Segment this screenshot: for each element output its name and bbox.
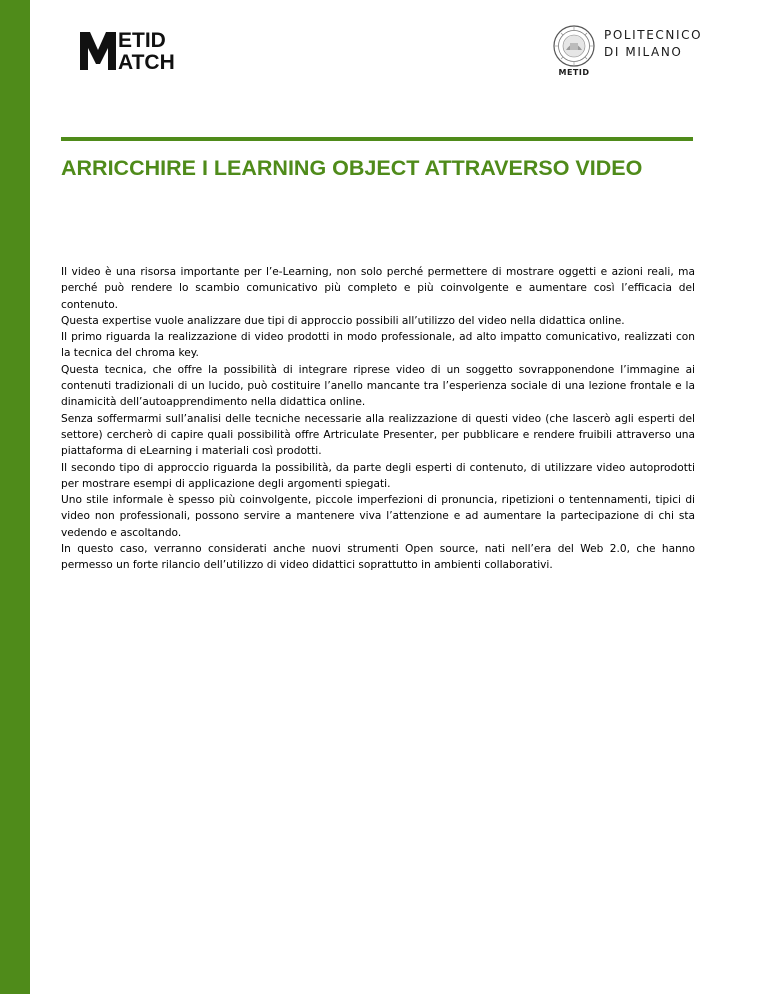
polimi-sub-label: METID xyxy=(558,68,590,77)
svg-text:ETID: ETID xyxy=(118,29,166,52)
body-paragraph: Questa tecnica, che offre la possibilità di integrare riprese video di un soggetto sovrapponendone l’immagine ai contenuti tradizionali di un lucido, può costituire l’anello mancante tra l’esperienza sociale di una lezione frontale e la dinamicità dell’autoapprendimento nella didattica online. xyxy=(61,363,695,409)
polimi-name xyxy=(604,27,702,61)
title-divider xyxy=(61,137,693,141)
body-paragraph: Il secondo tipo di approccio riguarda la possibilità, da parte degli esperti di contenuto, di utilizzare video autoprodotti per mostrare esempi di applicazione degli argomenti spiegati. xyxy=(61,461,695,490)
polimi-name-line2: DI MILANO xyxy=(604,45,683,59)
polimi-name-line1: POLITECNICO xyxy=(604,28,703,42)
body-paragraph: In questo caso, verranno considerati anche nuovi strumenti Open source, nati nell’era del Web 2.0, che hanno permesso un forte rilancio dell’utilizzo di video didattici soprattutto in ambienti collaborativi. xyxy=(61,543,695,572)
body-paragraph: Uno stile informale è spesso più coinvolgente, piccole imperfezioni di pronuncia, ripetizioni o tentennamenti, tipici di video non professionali, possono servire a mantenere viva l’attenzione e ad aumentare la partecipazione di chi sta vedendo e ascoltando. xyxy=(61,494,695,539)
side-color-bar xyxy=(0,0,30,994)
polimi-seal-icon xyxy=(552,24,596,68)
body-paragraph: Questa expertise vuole analizzare due tipi di approccio possibili all’utilizzo del video nella didattica online. xyxy=(61,314,625,327)
body-paragraph: Il video è una risorsa importante per l’e-Learning, non solo perché permettere di mostrare oggetti e azioni reali, ma perché può rendere lo scambio comunicativo più completo e più coinvolgente e aumentare così l’efficacia del contenuto. xyxy=(61,266,695,311)
document-title: ARRICCHIRE I LEARNING OBJECT ATTRAVERSO VIDEO xyxy=(61,156,643,180)
document-body xyxy=(61,264,695,574)
metid-match-logo xyxy=(78,26,203,72)
polimi-logo xyxy=(552,24,702,84)
metid-match-logo-icon xyxy=(78,26,203,72)
body-paragraph: Il primo riguarda la realizzazione di video prodotti in modo professionale, ad alto impatto comunicativo, realizzati con la tecnica del chroma key. xyxy=(61,331,695,360)
svg-text:ATCH: ATCH xyxy=(118,51,175,72)
body-paragraph: Senza soffermarmi sull’analisi delle tecniche necessarie alla realizzazione di questi video (che lascerò agli esperti del settore) cercherò di capire quali possibilità offre Artriculate Presenter, per pubblicare e rendere fruibili attraverso una piattaforma di eLearning i materiali così prodotti. xyxy=(61,412,695,458)
